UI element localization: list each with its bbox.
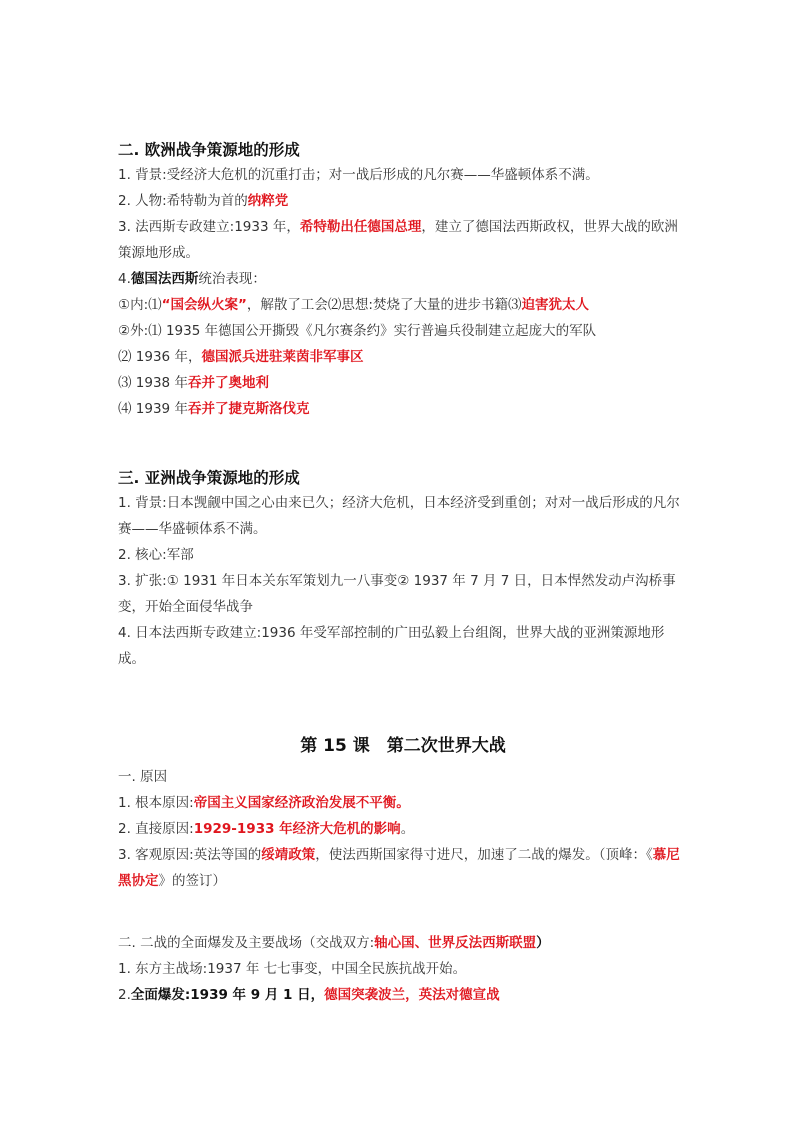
highlight-text: 1929-1933 年经济大危机的影响 xyxy=(193,821,401,837)
bold-text: 德国法西斯 xyxy=(130,271,199,287)
paragraph-objective-cause xyxy=(118,842,688,894)
highlight-text: 德国突袭波兰，英法对德宣战 xyxy=(324,987,500,1003)
highlight-text: 纳粹党 xyxy=(247,193,289,209)
subsection-heading-outbreak xyxy=(118,930,688,956)
section-heading-asia: 三. 亚洲战争策源地的形成 xyxy=(118,469,300,487)
paragraph-background: 1. 背景:日本觊觎中国之心由来已久；经济大危机，日本经济受到重创；对对一战后形成的凡尔赛——华盛顿体系不满。 xyxy=(118,495,680,537)
text: ⑵ 1936 年， xyxy=(118,349,202,365)
spacer xyxy=(118,894,688,930)
text: ①内:⑴ xyxy=(118,297,162,313)
highlight-text: 绥靖政策 xyxy=(261,847,316,863)
text: 2. 人物:希特勒为首的 xyxy=(118,193,248,209)
text: 4. xyxy=(118,271,131,287)
spacer xyxy=(118,422,688,466)
paragraph-root-cause xyxy=(118,790,688,816)
paragraph-dictatorship xyxy=(118,214,688,266)
paragraph-dictatorship: 4. 日本法西斯专政建立:1936 年受军部控制的广田弘毅上台组阁，世界大战的亚洲策源地形成。 xyxy=(118,625,665,667)
highlight-text: 德国派兵进驻莱茵非军事区 xyxy=(201,349,364,365)
text: 1. 根本原因: xyxy=(118,795,194,811)
text: 统治表现： xyxy=(198,271,266,287)
text: 2. 直接原因: xyxy=(118,821,194,837)
paragraph-background: 1. 背景:受经济大危机的沉重打击；对一战后形成的凡尔赛——华盛顿体系不满。 xyxy=(118,167,599,183)
highlight-text: 吞并了捷克斯洛伐克 xyxy=(187,401,310,417)
text: ，使法西斯国家得寸进尺，加速了二战的爆发。（顶峰：《 xyxy=(315,847,653,863)
document-content xyxy=(118,138,688,1008)
section-heading-europe: 二. 欧洲战争策源地的形成 xyxy=(118,141,300,159)
paragraph-expansion: 3. 扩张:① 1931 年日本关东军策划九一八事变② 1937 年 7 月 7 日，日本悍然发动卢沟桥事变，开始全面侵华战争 xyxy=(118,573,676,615)
paragraph-1938 xyxy=(118,370,688,396)
text: 》的签订） xyxy=(158,873,226,889)
paragraph-eastern-front: 1. 东方主战场:1937 年 七七事变，中国全民族抗战开始。 xyxy=(118,961,467,977)
paragraph-1939 xyxy=(118,396,688,422)
highlight-text: 迫害犹太人 xyxy=(521,297,589,313)
paragraph-full-outbreak xyxy=(118,982,688,1008)
text: 2. xyxy=(118,987,131,1003)
text: ⑷ 1939 年 xyxy=(118,401,188,417)
subsection-heading-causes: 一. 原因 xyxy=(118,769,168,785)
highlight-text: 吞并了奥地利 xyxy=(187,375,269,391)
text: 3. 客观原因:英法等国的 xyxy=(118,847,262,863)
highlight-text: 轴心国、世界反法西斯联盟 xyxy=(374,935,537,951)
paragraph-1936 xyxy=(118,344,688,370)
text: 二. 二战的全面爆发及主要战场（交战双方: xyxy=(118,935,375,951)
text: ，建立了德国法西斯政权，世界大战的欧洲策源地形成。 xyxy=(118,219,678,261)
text: 3. 法西斯专政建立:1933 年， xyxy=(118,219,300,235)
text: 。 xyxy=(400,821,415,837)
paragraph-figure xyxy=(118,188,688,214)
spacer xyxy=(118,672,688,732)
text: ，解散了工会⑵思想:焚烧了大量的进步书籍⑶ xyxy=(246,297,522,313)
lesson-title: 第 15 课 第二次世界大战 xyxy=(300,736,506,756)
paragraph-domestic xyxy=(118,292,688,318)
highlight-text: 帝国主义国家经济政治发展不平衡。 xyxy=(193,795,410,811)
bold-text: ） xyxy=(536,935,550,951)
highlight-text: 希特勒出任德国总理 xyxy=(299,219,422,235)
paragraph-rule xyxy=(118,266,688,292)
highlight-text: “国会纵火案” xyxy=(161,297,247,313)
bold-text: 全面爆发:1939 年 9 月 1 日， xyxy=(130,987,325,1003)
paragraph-direct-cause xyxy=(118,816,688,842)
text: ⑶ 1938 年 xyxy=(118,375,188,391)
highlight-text: 慕尼黑协定 xyxy=(118,847,680,889)
paragraph-core: 2. 核心:军部 xyxy=(118,547,194,563)
paragraph-foreign: ②外:⑴ 1935 年德国公开撕毁《凡尔赛条约》实行普遍兵役制建立起庞大的军队 xyxy=(118,323,597,339)
